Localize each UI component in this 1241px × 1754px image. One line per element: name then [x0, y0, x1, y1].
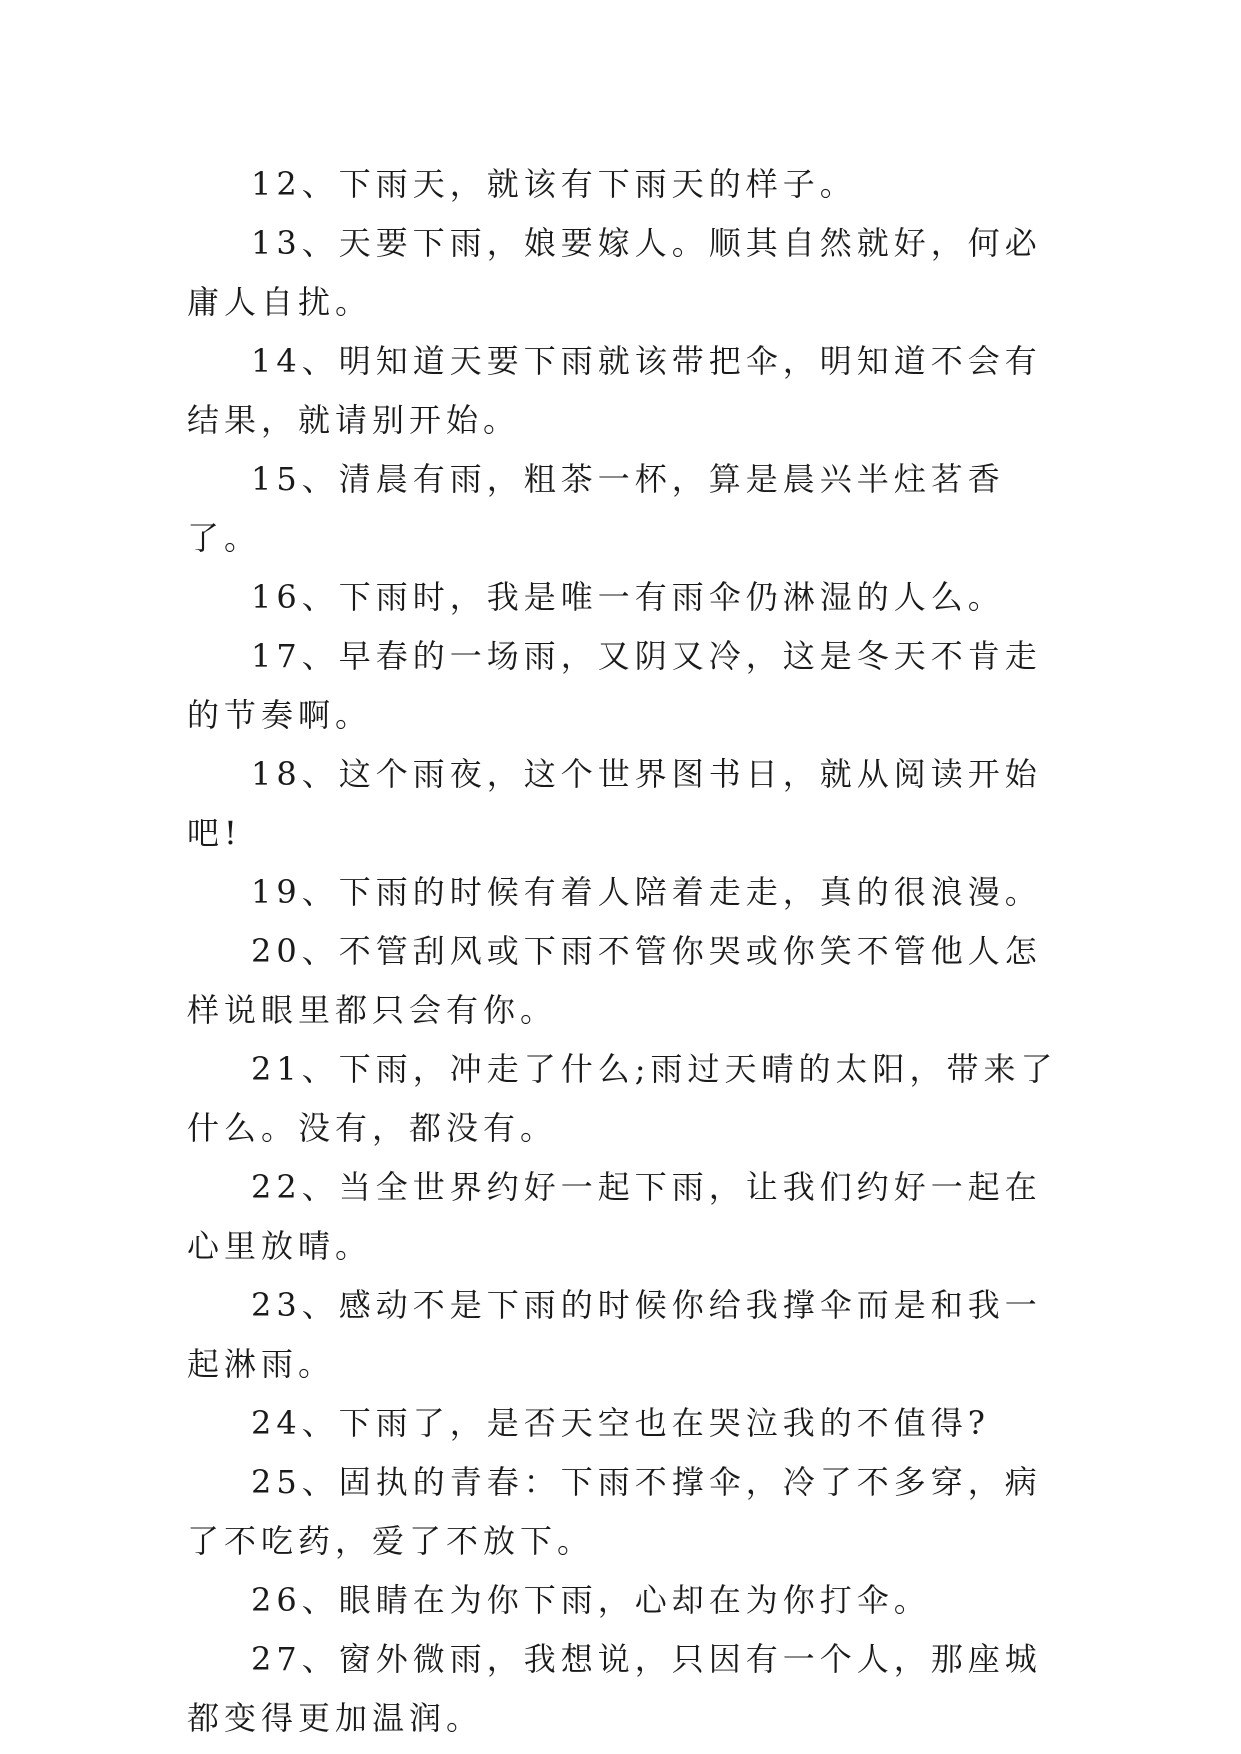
quote-list	[187, 155, 1067, 1748]
quote-25: 25、固执的青春：下雨不撑伞，冷了不多穿，病了不吃药，爱了不放下。	[187, 1463, 1042, 1560]
quote-27: 27、窗外微雨，我想说，只因有一个人，那座城都变得更加温润。	[187, 1640, 1042, 1737]
quote-23: 23、感动不是下雨的时候你给我撑伞而是和我一起淋雨。	[187, 1286, 1042, 1383]
quote-15: 15、清晨有雨，粗茶一杯，算是晨兴半炷茗香了。	[187, 460, 1005, 557]
quote-19: 19、下雨的时候有着人陪着走走，真的很浪漫。	[251, 873, 1042, 911]
quote-24: 24、下雨了，是否天空也在哭泣我的不值得?	[251, 1404, 990, 1442]
quote-17: 17、早春的一场雨，又阴又冷，这是冬天不肯走的节奏啊。	[187, 637, 1042, 734]
quote-20: 20、不管刮风或下雨不管你哭或你笑不管他人怎样说眼里都只会有你。	[187, 932, 1042, 1029]
quote-16: 16、下雨时，我是唯一有雨伞仍淋湿的人么。	[251, 578, 1005, 616]
quote-26: 26、眼睛在为你下雨，心却在为你打伞。	[251, 1581, 931, 1619]
quote-14: 14、明知道天要下雨就该带把伞，明知道不会有结果，就请别开始。	[187, 342, 1042, 439]
quote-21: 21、下雨，冲走了什么;雨过天晴的太阳，带来了什么。没有，都没有。	[187, 1050, 1058, 1147]
quote-18: 18、这个雨夜，这个世界图书日，就从阅读开始吧!	[187, 755, 1042, 852]
quote-12: 12、下雨天，就该有下雨天的样子。	[251, 165, 857, 203]
quote-22: 22、当全世界约好一起下雨，让我们约好一起在心里放晴。	[187, 1168, 1042, 1265]
quote-13: 13、天要下雨，娘要嫁人。顺其自然就好，何必庸人自扰。	[187, 224, 1042, 321]
